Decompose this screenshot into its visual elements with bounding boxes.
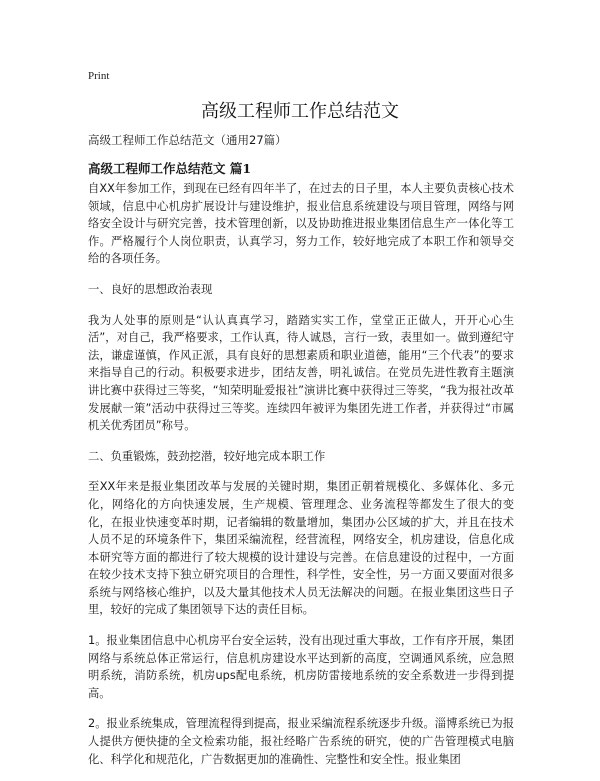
section-heading: 高级工程师工作总结范文 篇1 [88,161,252,176]
document-title: 高级工程师工作总结范文 [201,101,399,122]
body-paragraph: 我为人处事的原则是“认认真真学习，踏踏实实工作，堂堂正正做人，开开心心生活”，对自己，我严格要求，工作认真，待人诚恳，言行一致，表里如一。做到遵纪守法，谦虚谨慎，作风正派，具有良好的思想素质和职业道德，能用“三个代表”的要求来指导自己的行动。积极要求进步，团结友善，明礼诚信。在党员先进性教育主题演讲比赛中获得过三等奖，“知荣明耻爱报社”演讲比赛中获得过三等奖，“我为报社改革发展献一策”活动中获得过三等奖。连续四年被评为集团先进工作者，并获得过“市属机关优秀团员”称号。 [88,313,514,433]
body-paragraph: 自XX年参加工作，到现在已经有四年半了，在过去的日子里，本人主要负责核心技术领域，信息中心机房扩展设计与建设维护，报业信息系统建设与项目管理，网络与网络安全设计与研究完善，技术管理创新，以及协助推进报业集团信息生产一体化等工作。严格履行个人岗位职责，认真学习，努力工作，较好地完成了本职工作和领导交给的各项任务。 [88,182,514,266]
body-paragraph: 至XX年来是报业集团改革与发展的关键时期，集团正朝着规模化、多媒体化、多元化，网络化的方向快速发展，生产规模、管理理念、业务流程等都发生了很大的变化，在报业快速变革时期，记者编辑的数量增加，集团办公区域的扩大，并且在技术人员不足的环境条件下，集团采编流程，经营流程，网络安全，机房建设，信息化成本研究等方面的都进行了较大规模的设计建设与完善。在信息建设的过程中，一方面在较少技术支持下独立研究项目的合理性，科学性，安全性，另一方面又要面对很多系统与网络核心维护，以及大量其他技术人员无法解决的问题。在报业集团这些日子里，较好的完成了集团领导下达的责任目标。 [88,480,514,617]
document-subtitle: 高级工程师工作总结范文（通用27篇） [88,133,287,147]
body-paragraph: 2。报业系统集成，管理流程得到提高，报业采编流程系统逐步升级。淄博系统已为报人提供方便快捷的全文检索功能，报社经略广告系统的研究，使的广告管理模式电脑化、科学化和规范化，广告数据更加的准确性、完整性和安全性。报业集团 [88,717,514,766]
body-paragraph: 1。报业集团信息中心机房平台安全运转，没有出现过重大事故，工作有序开展，集团网络与系统总体正常运行，信息机房建设水平达到新的高度，空调通风系统，应急照明系统，消防系统，机房ups配电系统，机房防雷接地系统的安全系数进一步得到提高。 [88,634,514,700]
print-link[interactable]: Print [88,70,110,82]
sub-heading: 一、良好的思想政治表现 [88,282,213,296]
sub-heading: 二、负重锻炼，鼓劲挖潜，较好地完成本职工作 [88,449,326,463]
document-body [88,180,514,781]
